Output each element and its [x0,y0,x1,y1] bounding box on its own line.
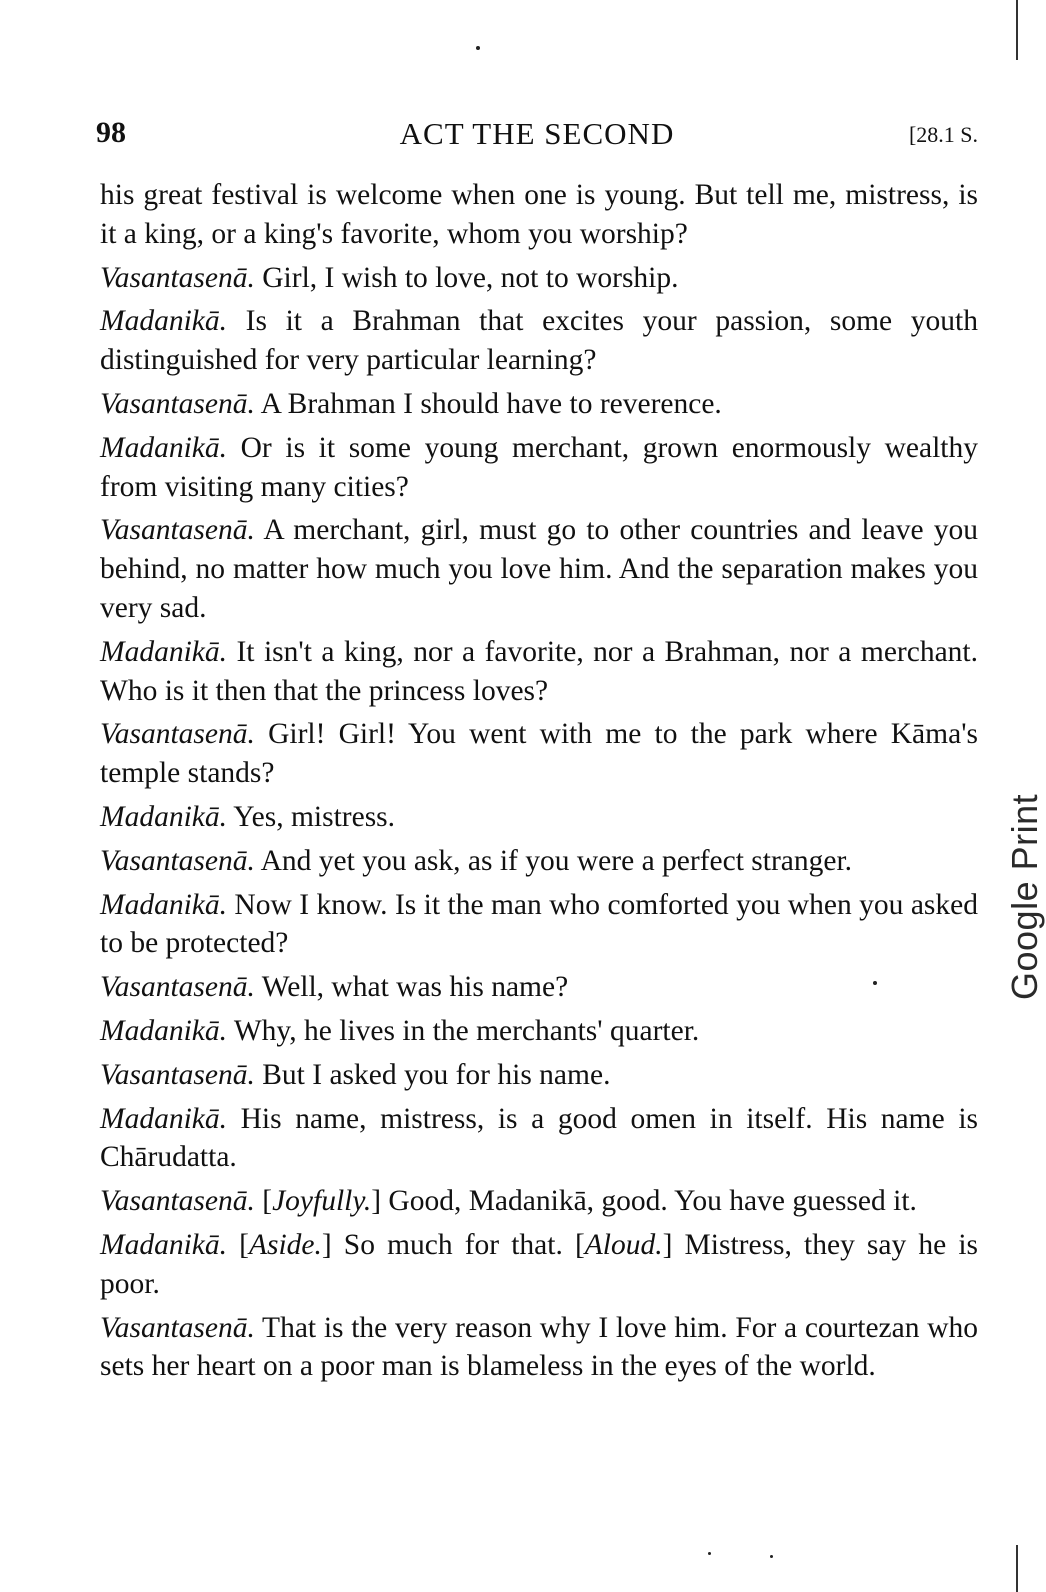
stage-direction: Aside. [248,1228,322,1261]
speaker-name: Vasantasenā. [100,1311,255,1344]
speaker-name: Vasantasenā. [100,261,255,294]
dialogue-text: ] Mistress, they say he is poor. [100,1228,978,1300]
dialogue-text: It isn't a king, nor a favorite, nor a Brahman, nor a merchant. Who is it then that the princess loves? [100,635,978,707]
dialogue-text: Is it a Brahman that excites your passion, some youth distinguished for very particular learning? [100,305,978,377]
google-print-watermark: Google Print [1004,793,1045,1000]
dialogue-paragraph [100,1309,978,1387]
dialogue-text: [ [227,1228,249,1261]
speaker-name: Madanikā. [100,305,227,338]
speaker-name: Madanikā. [100,431,227,464]
speaker-name: Vasantasenā. [100,844,255,877]
dialogue-paragraph [100,429,978,507]
speaker-name: Vasantasenā. [100,971,255,1004]
dialogue-paragraph [100,1226,978,1304]
dialogue-text: Well, what was his name? [254,971,569,1004]
dialogue-paragraph [100,1012,978,1051]
dialogue-paragraph [100,302,978,380]
scan-edge-line-bottom [1016,1545,1018,1592]
stage-direction: Aloud. [584,1228,663,1261]
dialogue-text: A Brahman I should have to reverence. [254,387,722,420]
running-title: ACT THE SECOND [399,116,675,151]
stage-direction: Joyfully. [272,1185,372,1218]
dialogue-paragraph [100,176,978,254]
dialogue-paragraph [100,715,978,793]
dialogue-text: A merchant, girl, must go to other countries and leave you behind, no matter how much you love him. And the separation makes you very sad. [100,514,978,624]
dialogue-paragraph [100,886,978,964]
dialogue-paragraph [100,1182,978,1221]
speaker-name: Vasantasenā. [100,1058,255,1091]
speaker-name: Vasantasenā. [100,718,255,751]
speaker-name: Madanikā. [100,888,227,921]
dialogue-text: And yet you ask, as if you were a perfect stranger. [254,844,853,877]
marginal-reference: [28.1 S. [908,122,978,147]
dialogue-text: [ [254,1185,273,1218]
scan-edge-line-top [1016,0,1018,60]
dialogue-text: Girl! Girl! You went with me to the park where Kāma's temple stands? [100,718,978,790]
speaker-name: Vasantasenā. [100,387,255,420]
dialogue-text: But I asked you for his name. [254,1058,611,1091]
dialogue-text: That is the very reason why I love him. For a courtezan who sets her heart on a poor man is blameless in the eyes of the world. [100,1311,978,1383]
dialogue-paragraph [100,1056,978,1095]
speaker-name: Vasantasenā. [100,1185,255,1218]
speaker-name: Madanikā. [100,800,227,833]
dialogue-text: Or is it some young merchant, grown enormously wealthy from visiting many cities? [100,431,978,503]
speaker-name: Madanikā. [100,1228,227,1261]
dialogue-paragraph [100,1100,978,1178]
page-header [96,116,978,160]
dialogue-paragraph [100,259,978,298]
dialogue-text: His name, mistress, is a good omen in itself. His name is Chārudatta. [100,1102,978,1174]
dialogue-paragraph [100,842,978,881]
dialogue-paragraph [100,511,978,627]
dialogue-paragraph [100,798,978,837]
scan-speck [476,46,480,50]
speaker-name: Vasantasenā. [100,514,255,547]
speaker-name: Madanikā. [100,635,227,668]
scan-speck [770,1555,773,1558]
speaker-name: Madanikā. [100,1102,227,1135]
scan-speck [708,1552,711,1555]
dialogue-paragraph [100,385,978,424]
dialogue-text: Girl, I wish to love, not to worship. [254,261,679,294]
speaker-name: Madanikā. [100,1014,227,1047]
dialogue-text: ] Good, Madanikā, good. You have guessed it. [371,1185,917,1218]
dialogue-text: Now I know. Is it the man who comforted you when you asked to be protected? [100,888,978,960]
dialogue-text: his great festival is welcome when one is young. But tell me, mistress, is it a king, or a king's favorite, whom you worship? [100,179,978,250]
dialogue-body [100,176,978,1391]
dialogue-paragraph [100,968,978,1007]
dialogue-text: Yes, mistress. [227,800,396,833]
dialogue-text: ] So much for that. [ [321,1228,585,1261]
dialogue-text: Why, he lives in the merchants' quarter. [227,1014,700,1047]
page-number: 98 [96,116,126,149]
dialogue-paragraph [100,633,978,711]
